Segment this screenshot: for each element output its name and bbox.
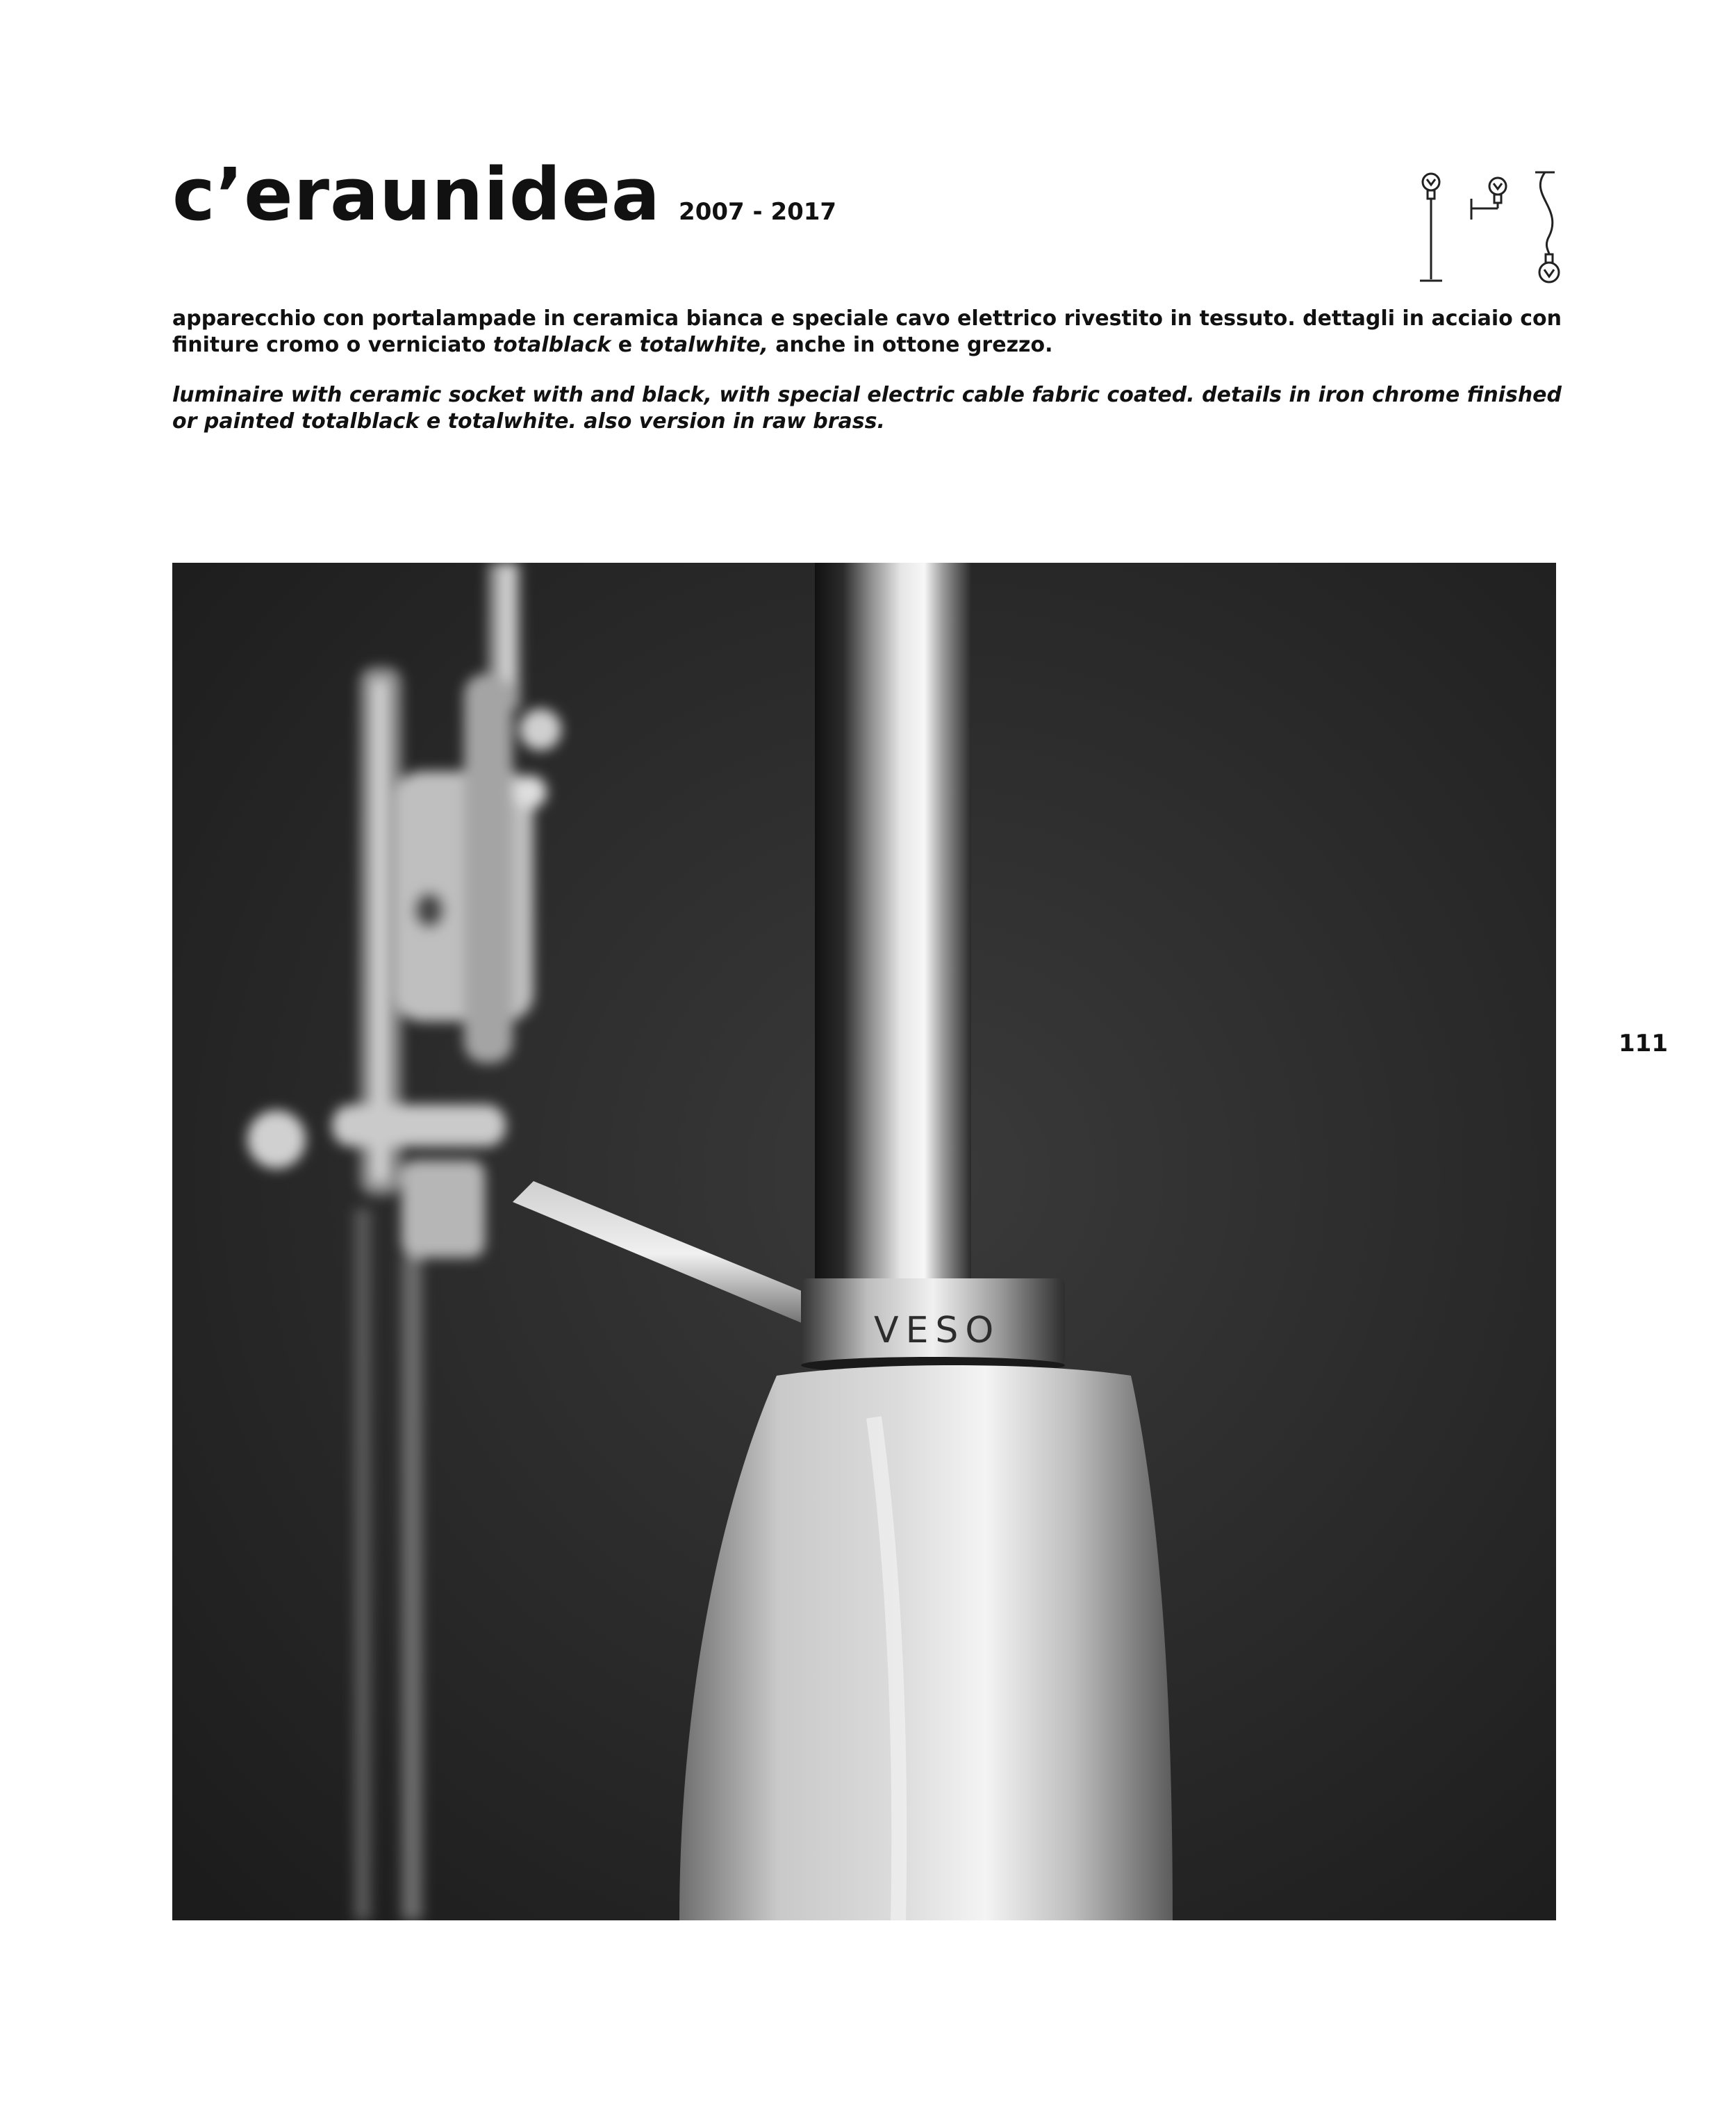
product-years: 2007 - 2017 — [679, 198, 837, 226]
product-title: c’eraunidea — [172, 152, 661, 237]
description-english: luminaire with ceramic socket with and black, with special electric cable fabric coated. details in iron chrome finished or painted totalblack e totalwhite. also version in raw brass. — [172, 383, 1562, 434]
description-italian-emphasis-2: totalwhite, — [639, 333, 768, 357]
product-photo-illustration — [172, 563, 1556, 1920]
pendant-lamp-icon — [1535, 172, 1559, 282]
floor-lamp-icon — [1420, 174, 1442, 281]
description-italian-mid: e — [611, 333, 640, 357]
ceramic-socket — [679, 1365, 1173, 1920]
chrome-rod — [815, 563, 971, 1285]
description-italian-part2: anche in ottone grezzo. — [768, 333, 1053, 357]
lamp-type-icons — [1410, 167, 1591, 292]
wall-lamp-icon — [1471, 178, 1506, 220]
page-number: 111 — [1619, 1030, 1668, 1057]
product-photo — [172, 563, 1556, 1920]
description-italian-part1: apparecchio con portalampade in ceramica bianca e speciale cavo elettrico rivestito in tessuto. dettagli in acciaio con finiture cromo o verniciato — [172, 306, 1562, 357]
description-italian — [172, 306, 1562, 359]
title-row — [172, 152, 837, 237]
ring-engraving: VESO — [874, 1310, 1001, 1351]
description-italian-emphasis-1: totalblack — [493, 333, 611, 357]
